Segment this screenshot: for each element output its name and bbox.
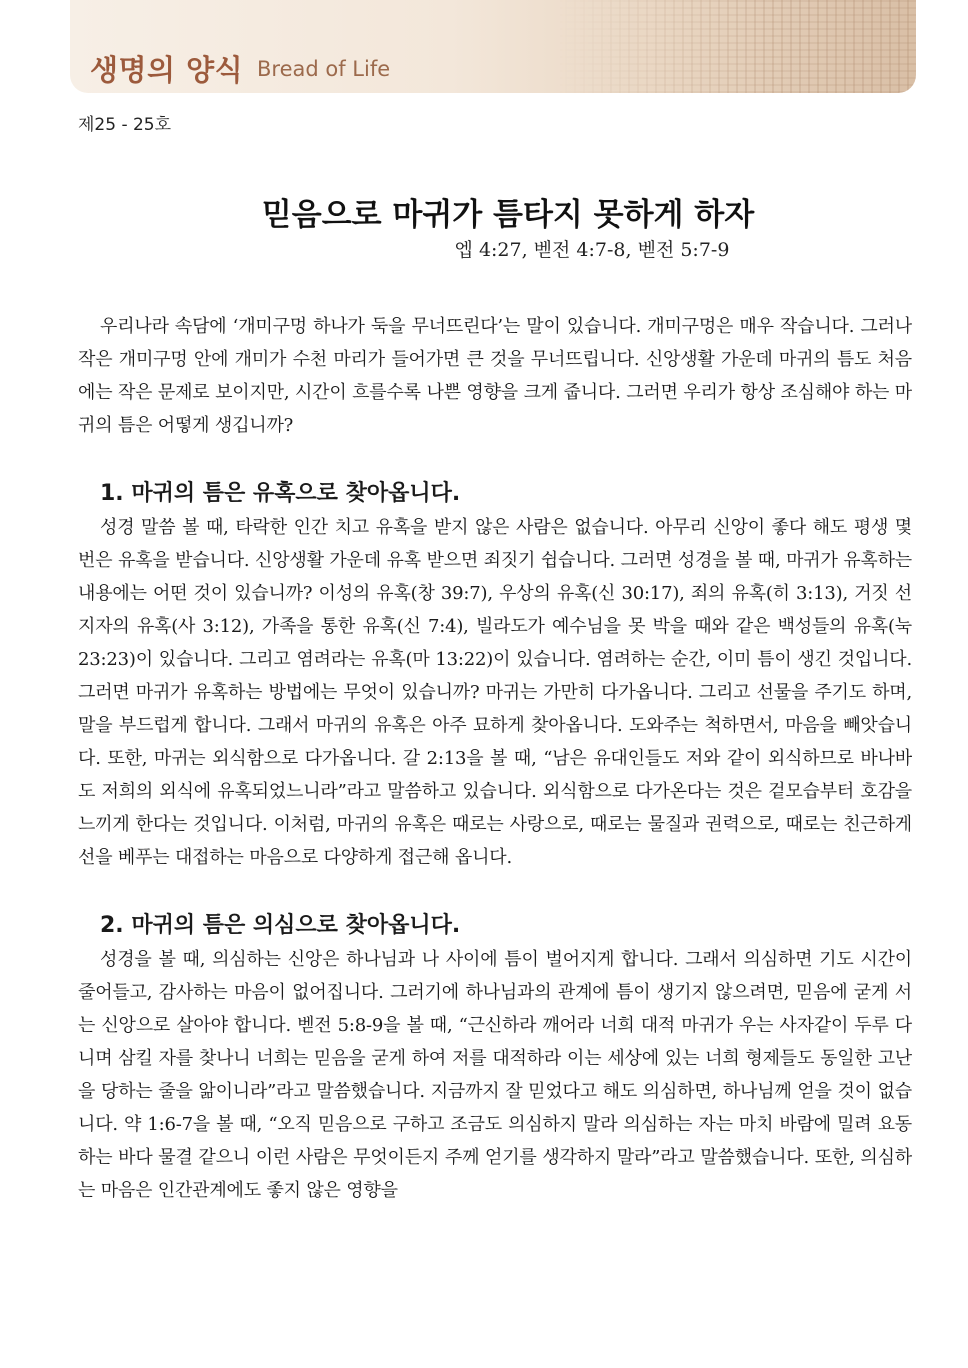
sermon-title xyxy=(0,189,968,234)
banner-background-image xyxy=(556,0,916,93)
publication-subtitle: Bread of Life xyxy=(257,57,391,81)
section-paragraph-2: 성경을 볼 때, 의심하는 신앙은 하나님과 나 사이에 틈이 벌어지게 합니다. 그래서 의심하면 기도 시간이 줄어들고, 감사하는 마음이 없어집니다. 그러기에 하나님과의 관계에 틈이 생기지 않으려면, 믿음에 굳게 서는 신앙으로 살아야 합니다. 벧전 5:8-9을 볼 때, “근신하라 깨어라 너희 대적 마귀가 우는 사자같이 두루 다니며 삼킬 자를 찾나니 너희는 믿음을 굳게 하여 저를 대적하라 이는 세상에 있는 너희 형제들도 동일한 고난을 당하는 줄을 앎이니라”라고 말씀했습니다. 지금까지 잘 믿었다고 해도 의심하면, 하나님께 얻을 것이 없습니다. 약 1:6-7을 볼 때, “오직 믿음으로 구하고 조금도 의심하지 말라 의심하는 자는 마치 바람에 밀려 요동하는 바다 물결 같으니 이런 사람은 무엇이든지 주께 얻기를 생각하지 말라”라고 말씀했습니다. 또한, 의심하는 마음은 인간관계에도 좋지 않은 영향을 xyxy=(78,949,912,1201)
sermon-title-text: 믿음으로 마귀가 틈타지 못하게 하자 xyxy=(261,197,755,233)
issue-number: 제25 - 25호 xyxy=(78,115,172,135)
scripture-reference-text: 엡 4:27, 벧전 4:7-8, 벧전 5:7-9 xyxy=(454,239,730,261)
section-paragraph-1: 성경 말씀 볼 때, 타락한 인간 치고 유혹을 받지 않은 사람은 없습니다. 아무리 신앙이 좋다 해도 평생 몇 번은 유혹을 받습니다. 신앙생활 가운데 유혹 받으면 죄짓기 쉽습니다. 그러면 성경을 볼 때, 마귀가 유혹하는 내용에는 어떤 것이 있습니까? 이성의 유혹(창 39:7), 우상의 유혹(신 30:17), 죄의 유혹(히 3:13), 거짓 선지자의 유혹(사 3:12), 가족을 통한 유혹(신 7:4), 빌라도가 예수님을 못 박을 때와 같은 백성들의 유혹(눅 23:23)이 있습니다. 그리고 염려라는 유혹(마 13:22)이 있습니다. 염려하는 순간, 이미 틈이 생긴 것입니다. 그러면 마귀가 유혹하는 방법에는 무엇이 있습니까? 마귀는 가만히 다가옵니다. 그리고 선물을 주기도 하며, 말을 부드럽게 합니다. 그래서 마귀의 유혹은 아주 묘하게 찾아옵니다. 도와주는 척하면서, 마음을 빼앗습니다. 또한, 마귀는 외식함으로 다가옵니다. 갈 2:13을 볼 때, “남은 유대인들도 저와 같이 외식하므로 바나바도 저희의 외식에 유혹되었느니라”라고 말씀하고 있습니다. 외식함으로 다가온다는 것은 겉모습부터 호감을 느끼게 한다는 것입니다. 이처럼, 마귀의 유혹은 때로는 사랑으로, 때로는 물질과 권력으로, 때로는 친근하게 선을 베푸는 대접하는 마음으로 다양하게 접근해 옵니다. xyxy=(78,517,912,868)
intro-paragraph: 우리나라 속담에 ‘개미구멍 하나가 둑을 무너뜨린다’는 말이 있습니다. 개미구멍은 매우 작습니다. 그러나 작은 개미구멍 안에 개미가 수천 마리가 들어가면 큰 것을 무너뜨립니다. 신앙생활 가운데 마귀의 틈도 처음에는 작은 문제로 보이지만, 시간이 흐를수록 나쁜 영향을 크게 줍니다. 그러면 우리가 항상 조심해야 하는 마귀의 틈은 어떻게 생깁니까? xyxy=(78,316,912,436)
section-heading-2: 2. 마귀의 틈은 의심으로 찾아옵니다. xyxy=(100,913,461,938)
publication-title: 생명의 양식 xyxy=(90,53,244,87)
scripture-reference xyxy=(0,235,968,262)
sermon-body xyxy=(78,310,912,1207)
section-heading-1: 1. 마귀의 틈은 유혹으로 찾아옵니다. xyxy=(100,481,461,506)
header-banner xyxy=(70,0,916,93)
